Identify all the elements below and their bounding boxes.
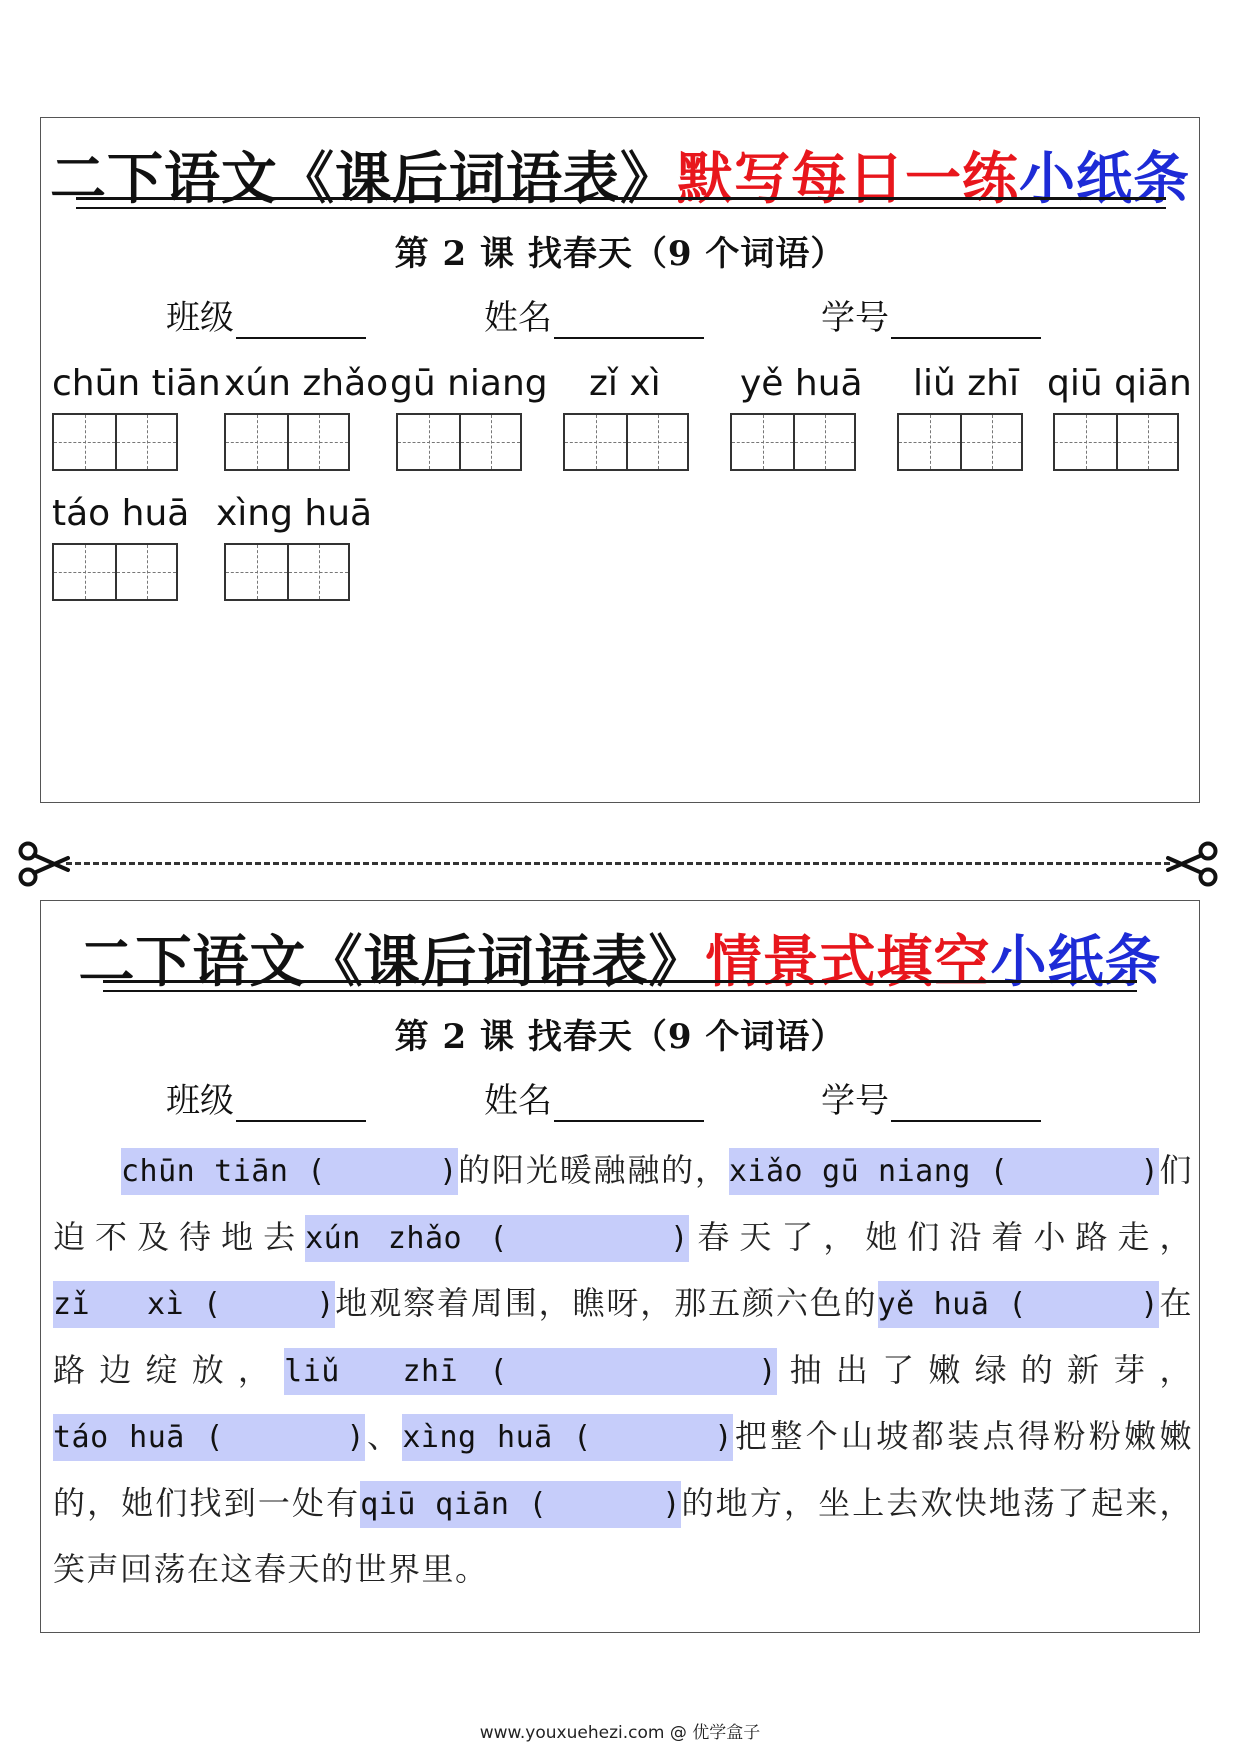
class-label: 班级	[166, 1081, 234, 1121]
fill-in-passage	[53, 1138, 1193, 1602]
fill-blank[interactable]: qiū qiān ( )	[360, 1481, 681, 1528]
passage-text: 们迫不及待地去	[53, 1151, 1193, 1256]
title-red: 情景式填空	[705, 930, 991, 995]
name-blank-line[interactable]	[554, 1082, 704, 1122]
name-field[interactable]	[484, 1073, 704, 1122]
student-id-blank-line[interactable]	[891, 1082, 1041, 1122]
fill-blank[interactable]: yě huā ( )	[878, 1281, 1160, 1328]
pinyin-label: chūn tiān	[52, 363, 221, 404]
class-field[interactable]	[166, 290, 366, 339]
title-red: 默写每日一练	[677, 147, 1019, 212]
passage-text: 抽出了嫩绿的新芽，	[776, 1350, 1193, 1389]
pinyin-label: gū niang	[390, 363, 548, 404]
pinyin-label: táo huā	[52, 493, 190, 534]
writing-grid[interactable]	[52, 543, 178, 601]
dashed-cut-line	[66, 862, 1170, 865]
writing-grid[interactable]	[897, 413, 1023, 471]
lesson-subtitle: 第 2 课 找春天（9 个词语）	[394, 1017, 846, 1057]
passage-text: 把整个山坡都装点得粉粉嫩嫩的，她们找到一处有	[53, 1417, 1194, 1522]
footer-watermark: www.youxuehezi.com @ 优学盒子	[479, 1723, 761, 1743]
writing-grid[interactable]	[1053, 413, 1179, 471]
student-id-field[interactable]	[821, 290, 1041, 339]
title-underline	[76, 197, 1166, 209]
pinyin-label: xìng huā	[216, 493, 373, 534]
writing-grid[interactable]	[396, 413, 522, 471]
pinyin-label: qiū qiān	[1047, 363, 1192, 404]
pinyin-label: xún zhǎo	[224, 363, 389, 404]
passage-text: 在路边绽放，	[53, 1284, 1193, 1389]
cut-line	[18, 840, 1218, 890]
lesson-subtitle: 第 2 课 找春天（9 个词语）	[394, 234, 846, 274]
title-main: 二下语文《课后词语表》	[50, 147, 677, 212]
writing-grid[interactable]	[730, 413, 856, 471]
passage-text: 、	[365, 1417, 403, 1455]
pinyin-label: liǔ zhī	[913, 363, 1019, 404]
class-field[interactable]	[166, 1073, 366, 1122]
student-id-label: 学号	[821, 298, 889, 338]
scissors-icon	[1166, 840, 1218, 888]
passage-text: 春天了，她们沿着小路走，	[688, 1217, 1193, 1256]
student-id-blank-line[interactable]	[891, 299, 1041, 339]
fill-blank[interactable]: liǔ zhī ( )	[284, 1348, 777, 1395]
student-info-row	[41, 290, 1199, 340]
fill-blank[interactable]: xún zhǎo ( )	[305, 1215, 689, 1262]
student-info-row	[41, 1073, 1199, 1123]
class-label: 班级	[166, 298, 234, 338]
name-field[interactable]	[484, 290, 704, 339]
passage-text: 地观察着周围，瞧呀，那五颜六色的	[334, 1284, 878, 1322]
title-blue: 小纸条	[1019, 147, 1190, 212]
fill-blank[interactable]: xìng huā ( )	[402, 1414, 733, 1461]
dictation-worksheet	[40, 117, 1200, 803]
title-main: 二下语文《课后词语表》	[78, 930, 706, 995]
student-id-label: 学号	[821, 1081, 889, 1121]
fill-in-worksheet	[40, 900, 1200, 1633]
name-blank-line[interactable]	[554, 299, 704, 339]
name-label: 姓名	[484, 298, 552, 338]
passage-text: 的阳光暖融融的，	[457, 1151, 729, 1189]
scissors-icon	[18, 840, 70, 888]
fill-blank[interactable]: táo huā ( )	[53, 1414, 365, 1461]
class-blank-line[interactable]	[236, 299, 366, 339]
fill-blank[interactable]: zǐ xì ( )	[53, 1281, 335, 1328]
writing-grid[interactable]	[224, 543, 350, 601]
name-label: 姓名	[484, 1081, 552, 1121]
pinyin-label: yě huā	[740, 363, 863, 404]
title-blue: 小纸条	[990, 930, 1162, 995]
title-underline	[103, 980, 1137, 992]
writing-grid[interactable]	[52, 413, 178, 471]
fill-blank[interactable]: chūn tiān ( )	[121, 1148, 458, 1195]
writing-grid[interactable]	[224, 413, 350, 471]
class-blank-line[interactable]	[236, 1082, 366, 1122]
writing-grid[interactable]	[563, 413, 689, 471]
passage-text: 的地方，坐上去欢快地荡了起来，笑声回荡在这春天的世界里。	[53, 1483, 1193, 1588]
fill-blank[interactable]: xiǎo gū niang ( )	[729, 1148, 1159, 1195]
student-id-field[interactable]	[821, 1073, 1041, 1122]
pinyin-label: zǐ xì	[589, 363, 661, 404]
